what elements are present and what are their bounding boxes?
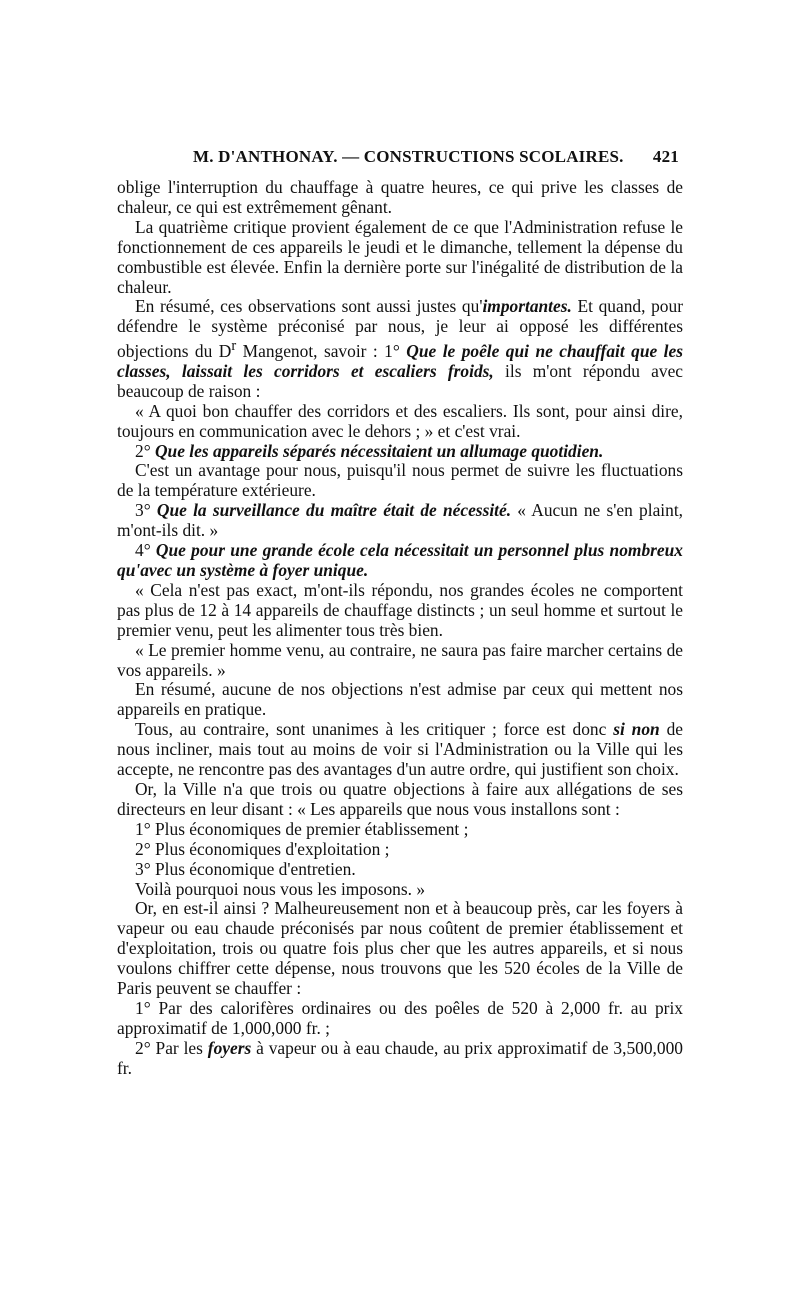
text-run: Mangenot, savoir : 1°: [236, 341, 407, 362]
text-run: Et quand, pour défendre le système préconisé par nous, je leur ai opposé les différentes objections du D: [117, 296, 683, 362]
paragraph: La quatrième critique provient également de ce que l'Administration refuse le fonctionnement de ces appareils le jeudi et le dimanche, tellement la dépense du combustible est élevée. Enfin la dernière porte sur l'inégalité de distribution de la chaleur.: [117, 216, 683, 297]
paragraph: C'est un avantage pour nous, puisqu'il nous permet de suivre les fluctuations de la température extérieure.: [117, 460, 683, 501]
emphasis: si non: [613, 719, 660, 740]
emphasis: Que le poêle qui ne chauffait que les classes, laissait les corridors et escaliers froids,: [117, 341, 683, 381]
text-run: 2° Par les: [135, 1037, 208, 1058]
emphasis: importantes.: [482, 296, 572, 317]
running-title: M. D'ANTHONAY. — CONSTRUCTIONS SCOLAIRES.: [193, 147, 624, 166]
paragraph: Or, la Ville n'a que trois ou quatre objections à faire aux allégations de ses directeurs en leur disant : « Les appareils que nous vous installons sont :: [117, 778, 683, 819]
paragraph: [117, 720, 683, 780]
paragraph: [117, 541, 683, 581]
text-run: « Aucun ne s'en plaint, m'ont-ils dit. »: [117, 500, 684, 541]
text-run: 4°: [135, 540, 156, 561]
emphasis: foyers: [207, 1037, 252, 1058]
emphasis: Que les appareils séparés nécessitaient un allumage quotidien.: [155, 440, 604, 461]
paragraph: 2° Plus économiques d'exploitation ;: [135, 838, 390, 859]
paragraph: [117, 297, 683, 401]
paragraph: 1° Par des calorifères ordinaires ou des poêles de 520 à 2,000 fr. au prix approximatif de 1,000,000 fr. ;: [117, 997, 683, 1038]
paragraph: Voilà pourquoi nous vous les imposons. »: [135, 878, 426, 899]
text-run: 3°: [135, 500, 157, 521]
page-number: 421: [652, 147, 679, 166]
text-run: de nous incliner, mais tout au moins de voir si l'Administration ou la Ville qui les accepte, ne rencontre pas des avantages d'un autre ordre, qui justifient son choix.: [117, 719, 683, 780]
emphasis: Que la surveillance du maître était de nécessité.: [156, 500, 512, 521]
paragraph: En résumé, aucune de nos objections n'est admise par ceux qui mettent nos appareils en pratique.: [117, 679, 683, 720]
paragraph: « A quoi bon chauffer des corridors et des escaliers. Ils sont, pour ainsi dire, toujours en communication avec le dehors ; » et c'est vrai.: [117, 400, 683, 441]
paragraph: [117, 501, 683, 541]
body-text: [117, 178, 683, 1079]
text-run: ils m'ont répondu avec beaucoup de raison :: [117, 360, 684, 401]
paragraph: oblige l'interruption du chauffage à quatre heures, ce qui prive les classes de chaleur, ce qui est extrêmement gênant.: [117, 177, 683, 217]
text-run: à vapeur ou à eau chaude, au prix approximatif de 3,500,000 fr.: [117, 1037, 683, 1078]
superscript: r: [231, 338, 237, 355]
emphasis: Que pour une grande école cela nécessitait un personnel plus nombreux qu'avec un système à foyer unique.: [117, 540, 684, 581]
paragraph: « Le premier homme venu, au contraire, ne saura pas faire marcher certains de vos appareils. »: [117, 639, 683, 680]
paragraph: [117, 1039, 683, 1079]
text-run: 2°: [135, 440, 155, 461]
paragraph: [117, 442, 683, 462]
paragraph: 1° Plus économiques de premier établissement ;: [135, 818, 469, 839]
paragraph: Or, en est-il ainsi ? Malheureusement non et à beaucoup près, car les foyers à vapeur ou eau chaude préconisés par nous coûtent de premier établissement et d'exploitation, trois ou quatre fois plus cher que les autres appareils, et si nous voulons chiffrer cette dépense, nous trouvons que les 520 écoles de la Ville de Paris peuvent se chauffer :: [117, 898, 683, 999]
text-run: Tous, au contraire, sont unanimes à les critiquer ; force est donc: [135, 719, 614, 740]
text-run: En résumé, ces observations sont aussi justes qu': [135, 296, 483, 317]
paragraph: 3° Plus économique d'entretien.: [135, 858, 356, 879]
paragraph: « Cela n'est pas exact, m'ont-ils répondu, nos grandes écoles ne comportent pas plus de 12 à 14 appareils de chauffage distincts ; un seul homme et surtout le premier venu, peut les alimenter tous très bien.: [117, 579, 683, 640]
